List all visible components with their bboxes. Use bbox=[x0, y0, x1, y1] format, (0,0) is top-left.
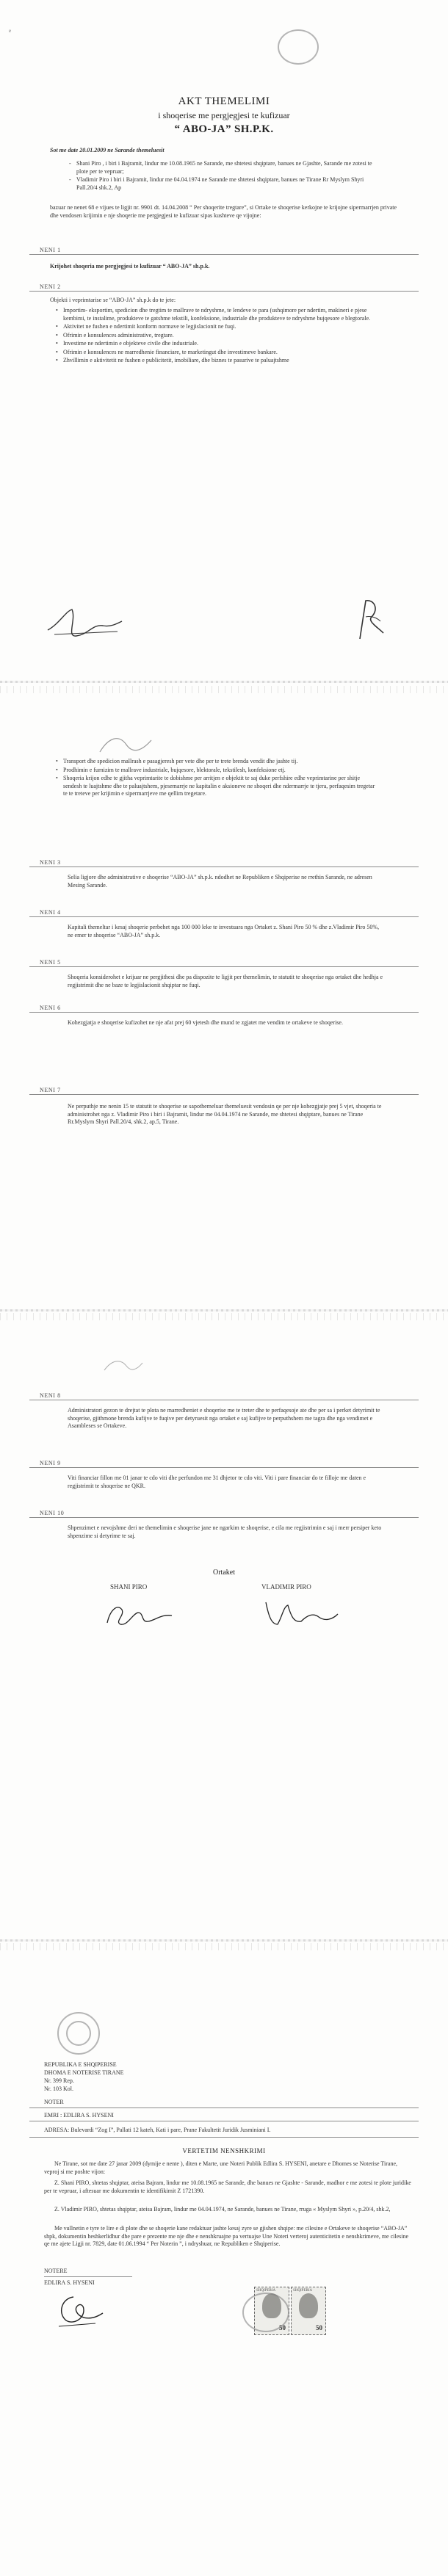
article-9-label: NENI 9 bbox=[40, 1460, 61, 1466]
article-7-label: NENI 7 bbox=[40, 1087, 61, 1093]
article-9-text: Viti financiar fillon me 01 janar te cdo viti dhe perfundon me 31 dhjetor te cdo viti. Viti i pare financiar do te filloje me daten e regjistrimit te shoqerise ne QKR. bbox=[68, 1475, 366, 1489]
article-5-label: NENI 5 bbox=[40, 959, 61, 966]
divider bbox=[29, 1517, 419, 1518]
object-item: • Investime ne ndertimin e objekteve civile dhe industriale. bbox=[54, 340, 377, 348]
scan-edge bbox=[0, 686, 448, 693]
object-item: • Importim- eksportim, spedicion dhe tregtim te mallrave te ndryshme, te lendeve te para (ushqimore per ndertim, makineri e pjese kembimi, te instalime, produkteve te gatshme tekstili, konfeksione, industriale dhe produkteve te ndryshme bujqesore e blegtorale. bbox=[54, 307, 377, 322]
article-1-text: Krijohet shoqeria me pergjegjesi te kufizuar “ ABO-JA” sh.p.k. bbox=[50, 263, 210, 269]
scribble-mark bbox=[101, 1356, 145, 1378]
divider bbox=[29, 1012, 419, 1013]
intro-paragraph: bazuar ne nenet 68 e vijues te ligjit nr. 9901 dt. 14.04.2008 “ Per shoqerite tregtare”, si Ortake te shoqerise kerkojne te krijojne sipermarrjen private dhe vendosen krijimin e nje shoqerie me pergjegjesi te kufizuar sipas kushteve qe vijojne: bbox=[50, 204, 397, 219]
object-item: • Aktivitet ne fushen e ndertimit konform normave te legjislacionit ne fuqi. bbox=[54, 323, 377, 331]
objects-list-continued bbox=[54, 758, 377, 799]
object-item: • Ofrimin e konsulences ne marredhenie financiare, te marketingut dhe investimeve bankare. bbox=[54, 349, 377, 357]
founder-item: - Vladimir Piro i biri i Bajramit, lindur me 04.04.1974 ne Sarande me shtetesi shqiptare, banues ne Tirane Rr Myslym Shyri Pall.20/4 shk.2, Ap bbox=[68, 176, 383, 192]
page-2 bbox=[0, 683, 448, 1311]
header-line: Nr. 103 Kol. bbox=[44, 2085, 73, 2092]
company-name: “ ABO-JA” SH.P.K. bbox=[174, 123, 274, 135]
certification-paragraph-2: Z. Shani PIRO, shtetas shqiptar, ateisa Bajram, lindur me 10.08.1965 ne Sarande, dhe banues ne Gjashte - Sarande, madhor e me zotesi te plote juridike per te vepruar, i aftesuar me dokumentin te identifikimit Z 1721390. bbox=[44, 2179, 411, 2194]
article-10-text: Shpenzimet e nevojshme deri ne themelimin e shoqerise jane ne ngarkim te shoqerise, e cila me regjistrimin e saj i merr persiper keto shpenzime si detyrime te saj. bbox=[68, 1524, 382, 1539]
partner-1-name: SHANI PIRO bbox=[110, 1583, 148, 1591]
header-line: Nr. 399 Rep. bbox=[44, 2077, 74, 2084]
partner-2-name: VLADIMIR PIRO bbox=[261, 1583, 311, 1591]
divider bbox=[29, 254, 419, 255]
object-item: • Zhvillimin e aktivitetit ne fushen e publicitetit, imobiliare, dhe biznes te pasurive te paluajtshme bbox=[54, 357, 377, 365]
article-2-intro: Objekti i veprimtarise se “ABO-JA” sh.p.k do te jete: bbox=[50, 297, 176, 303]
partner-2-signature bbox=[261, 1595, 342, 1633]
article-10-label: NENI 10 bbox=[40, 1510, 65, 1516]
notary-signature bbox=[51, 2291, 110, 2332]
notary-name-line: EMRI : EDLIRA S. HYSENI bbox=[44, 2112, 114, 2119]
certification-paragraph-1: Ne Tirane, sot me date 27 janar 2009 (dymije e nente ), diten e Marte, une Noteri Publik Edlira S. HYSENI, anetare e Dhomes se Noterise Tirane, veproj si me poshte vijon: bbox=[44, 2160, 397, 2175]
certification-paragraph-3: Z. Vladimir PIRO, shtetas shqiptar, ateisa Bajram, lindur me 04.04.1974, ne Sarande, banues ne Tirane, rruga « Myslym Shyri », p.20/4, shk.2, bbox=[54, 2206, 391, 2213]
divider bbox=[29, 866, 419, 867]
divider bbox=[29, 2137, 419, 2138]
stamp-country: SHQIPERIA bbox=[293, 2289, 313, 2293]
article-4-label: NENI 4 bbox=[40, 909, 61, 916]
notary-seal-inner bbox=[66, 2021, 91, 2046]
article-8-text: Administratori gezon te drejtat te plota ne marredheniet e shoqerise me te treter dhe te perfaqesoje ate dhe per sa i perket detyrimit te shoqerise, gjithmone brenda kufijve te fuqive per detyruesit nga ortaket e saj kufijve te perputhshem me tagra dhe nga vendimet e Asambleses se Ortakeve. bbox=[68, 1407, 380, 1429]
page-1 bbox=[0, 0, 448, 683]
cancellation-mark bbox=[242, 2293, 289, 2332]
ink-stamp-mark bbox=[278, 29, 319, 65]
notary-address-line: ADRESA: Bulevardi “Zog I”, Pallati 12 kateh, Kati i pare, Prane Fakultetit Juridik Jusminiani I. bbox=[44, 2127, 271, 2133]
objects-list bbox=[54, 307, 377, 366]
page-4 bbox=[0, 1942, 448, 2576]
object-item: • Shoqeria krijon edhe te gjitha veprimtarite te dobishme per arritjen e objektit te saj duke perfshire edhe veprimtarine per shitje sendesh te luajtshme dhe te paluajtshem, pjesemarrje ne kapitalin e aksioneve ne shoqeri dhe ndermarrje te tjera, perfaqesim tregetar te te treteve per krijimin e sipermarrjeve me qellim tregetare. bbox=[54, 775, 377, 798]
signature-left bbox=[44, 602, 125, 646]
article-2-label: NENI 2 bbox=[40, 283, 61, 290]
divider bbox=[29, 916, 419, 917]
divider bbox=[29, 1094, 419, 1095]
stamp-value: 50 bbox=[316, 2324, 322, 2331]
divider bbox=[29, 291, 419, 292]
founders-list bbox=[68, 160, 383, 192]
date-line: Sot me date 20.01.2009 ne Sarande themeluesit bbox=[50, 147, 165, 153]
certification-title: VERTETIM NENSHKRIMI bbox=[182, 2147, 266, 2154]
article-3-text: Selia ligjore dhe administrative e shoqerise “ABO-JA” sh.p.k. ndodhet ne Republiken e Shqiperise ne rrethin Sarande, ne adresen Mesing Sarande. bbox=[68, 874, 372, 889]
article-3-label: NENI 3 bbox=[40, 859, 61, 866]
noter-label: NOTER bbox=[44, 2099, 64, 2105]
article-1-label: NENI 1 bbox=[40, 247, 61, 253]
notary-header bbox=[44, 2061, 124, 2093]
article-7-text: Ne perputhje me nenin 15 te statutit te shoqerise se sapothemeluar themeluesit vendosin qe per nje kohezgjatje prej 5 vjet, shoqeria te administrohet nga z. Vladimir Piro i biri i Bajramit, lindur me 04.04.1974 ne Sarande, me shtetesi shqiptare, banues ne Tirane Rr.Myslym Shyri Pall.20/4, shk.2, ap.5, Tirane. bbox=[68, 1103, 382, 1125]
document-subtitle: i shoqerise me pergjegjesi te kufizuar bbox=[158, 110, 290, 120]
certification-paragraph-4: Me vullnetin e tyre te lire e di plote dhe se shoqerie kane redaktuar jashte kesaj zyre se gjishen shqipe: me cilesine e Ortakeve te shoqerise “ABO-JA” shpk, dokumentin heshkerlidhur dhe pare e prezente me nje dhe e nenshkruajne pa vertuajse Une Noteri verteroj autenticitetin e nenshkrimeve, me cilesine qe me ajete Ligji nr. 7829, date 01.06.1994 “ Per Noterin ”, i ndryshuar, ne Republiken e Shqiperise. bbox=[44, 2225, 409, 2247]
divider bbox=[29, 1467, 419, 1468]
article-5-text: Shoqeria konsiderohet e krijuar ne pergjithesi dhe pa dispozite te ligjit per themelimin, te statutit te shoqerise nga ortaket dhe hedhja e regjistrimit dhe ne baze te legjislacionit shqiptar ne fuqi. bbox=[68, 974, 383, 988]
divider bbox=[44, 2276, 132, 2277]
partners-heading: Ortaket bbox=[213, 1569, 235, 1577]
partner-1-signature bbox=[103, 1596, 176, 1633]
article-4-text: Kapitali themeltar i kesaj shoqerie perbehet nga 100 000 leke te investuara nga Ortaket z. Shani Piro 50 % dhe z.Vladimir Piro 50%, ne emer te shoqerise “ABO-JA” sh.p.k. bbox=[68, 924, 380, 938]
article-8-label: NENI 8 bbox=[40, 1392, 61, 1399]
corner-mark: e bbox=[9, 28, 12, 34]
object-item: • Transport dhe spedicion mallrash e pasagjeresh per vete dhe per te trete brenda vendit dhe jashte tij. bbox=[54, 758, 377, 766]
stamp-country: SHQIPERIA bbox=[256, 2289, 276, 2293]
notary-sign-label: NOTERE bbox=[44, 2268, 68, 2274]
founder-item: - Shani Piro , i biri i Bajramit, lindur me 10.08.1965 ne Sarande, me shtetesi shqiptare, banues ne Gjashte, Sarande me zotesi te plote per te vepruar; bbox=[68, 160, 383, 176]
divider bbox=[29, 966, 419, 967]
object-item: • Prodhimin e furnizim te mallrave industriale, bujqesore, blektorale, tekstilesh, konfeksione etj. bbox=[54, 767, 377, 775]
document-title: AKT THEMELIMI bbox=[178, 95, 270, 107]
page-3 bbox=[0, 1311, 448, 1942]
object-item: • Ofrimin e konsulences administrative, tregtare. bbox=[54, 332, 377, 340]
scan-edge bbox=[0, 1943, 448, 1950]
stamp-portrait bbox=[299, 2293, 318, 2318]
article-6-text: Kohezgjatja e shoqerise kufizohet ne nje afat prej 60 vjetesh dhe mund te zgjatet me vendim te ortakeve te shoqerise. bbox=[68, 1019, 343, 1026]
scan-edge bbox=[0, 1313, 448, 1320]
signature-right bbox=[345, 595, 397, 646]
notary-sign-name: EDLIRA S. HYSENI bbox=[44, 2279, 95, 2286]
header-line: REPUBLIKA E SHQIPERISE bbox=[44, 2061, 117, 2068]
header-line: DHOMA E NOTERISE TIRANE bbox=[44, 2069, 124, 2076]
stamp-value: 50 bbox=[279, 2324, 286, 2331]
revenue-stamp bbox=[291, 2287, 326, 2335]
article-6-label: NENI 6 bbox=[40, 1005, 61, 1011]
